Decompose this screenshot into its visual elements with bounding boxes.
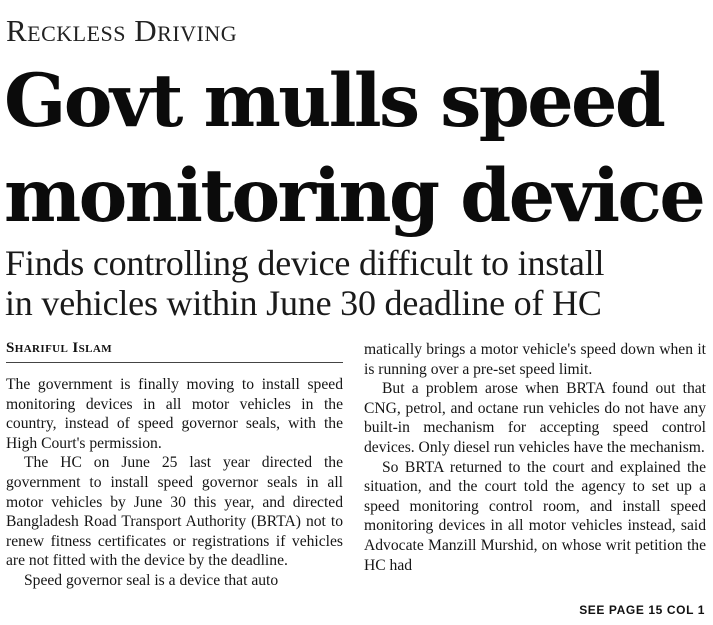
body-paragraph: matically brings a motor vehicle's speed down when it is running over a pre-set speed limit. — [364, 341, 706, 378]
body-paragraph: So BRTA returned to the court and explained the situation, and the court told the agency to set up a speed monitoring control room, and install speed monitoring devices in all motor vehicles instead, said Advocate Manzill Murshid, on whose writ petition the HC had — [364, 458, 706, 574]
subheadline-line-2: in vehicles within June 30 deadline of HC — [5, 283, 602, 323]
body-paragraph: But a problem arose when BRTA found out that CNG, petrol, and octane run vehicles do not have any built-in mechanism for accepting speed control devices. Only diesel run vehicles have the mechanism. — [364, 380, 706, 456]
headline-line-2: monitoring device — [4, 153, 704, 239]
headline-line-1: Govt mulls speed — [4, 58, 664, 144]
headline — [4, 54, 709, 244]
byline: Shariful Islam — [6, 338, 343, 363]
body-paragraph: The HC on June 25 last year directed the government to install speed governor seals in all motor vehicles by June 30 this year, and directed Bangladesh Road Transport Authority (BRTA) not to renew fitness certificates or registrations if vehicles are not fitted with the device by the deadline. — [6, 454, 343, 570]
subheadline — [5, 243, 710, 323]
body-paragraph: The government is finally moving to install speed monitoring devices in all motor vehicles in the country, instead of speed governor seals, with the High Court's permission. — [6, 376, 343, 452]
section-kicker: Reckless Driving — [6, 13, 238, 48]
subheadline-line-1: Finds controlling device difficult to install — [5, 243, 605, 283]
continuation-link[interactable]: SEE PAGE 15 COL 1 — [579, 603, 705, 617]
body-paragraph: Speed governor seal is a device that auto — [24, 571, 279, 589]
article-column-right — [364, 340, 706, 575]
article-column-left — [6, 338, 343, 591]
